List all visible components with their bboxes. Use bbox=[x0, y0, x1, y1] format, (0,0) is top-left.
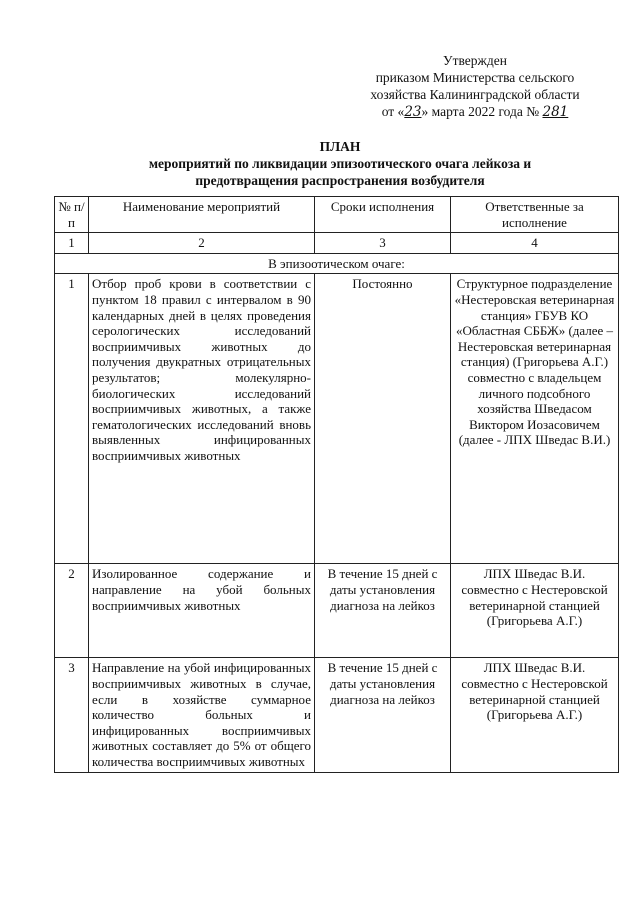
row-number: 3 bbox=[55, 658, 89, 772]
row-responsible: ЛПХ Шведас В.И. совместно с Нестеровской ветеринарной станцией (Григорьева А.Г.) bbox=[451, 658, 619, 772]
table-row bbox=[55, 658, 619, 772]
column-number: 3 bbox=[315, 233, 451, 254]
order-number-handwritten: 281 bbox=[542, 104, 569, 120]
row-action: Направление на убой инфицированных восприимчивых животных в случае, если в хозяйстве суммарное количество больных и инфицированных восприимчивых животных составляет до 5% от общего количества восприимчивых животных bbox=[89, 658, 315, 772]
approval-date-line bbox=[345, 103, 605, 121]
row-responsible: ЛПХ Шведас В.И. совместно с Нестеровской ветеринарной станцией (Григорьева А.Г.) bbox=[451, 564, 619, 658]
title-line-2: мероприятий по ликвидации эпизоотического очага лейкоза и bbox=[148, 156, 532, 171]
approval-line-2: приказом Министерства сельского bbox=[375, 70, 575, 85]
date-suffix: » марта 2022 года № bbox=[421, 104, 540, 119]
row-term: В течение 15 дней с даты установления диагноза на лейкоз bbox=[315, 564, 451, 658]
table-row bbox=[55, 564, 619, 658]
column-number: 4 bbox=[451, 233, 619, 254]
section-heading: В эпизоотическом очаге: bbox=[55, 253, 619, 274]
section-row bbox=[55, 253, 619, 274]
approval-line-3: хозяйства Калининградской области bbox=[370, 87, 580, 102]
header-num: № п/п bbox=[55, 197, 89, 233]
row-number: 1 bbox=[55, 274, 89, 564]
row-action: Изолированное содержание и направление на убой больных восприимчивых животных bbox=[89, 564, 315, 658]
column-number: 1 bbox=[55, 233, 89, 254]
approval-block bbox=[345, 52, 605, 121]
title-line-1: ПЛАН bbox=[319, 139, 361, 154]
header-action: Наименование мероприятий bbox=[89, 197, 315, 233]
row-number: 2 bbox=[55, 564, 89, 658]
header-responsible: Ответственные за исполнение bbox=[451, 197, 619, 233]
date-prefix: от « bbox=[381, 104, 405, 119]
table-row bbox=[55, 274, 619, 564]
row-action: Отбор проб крови в соответствии с пунктом 18 правил с интервалом в 90 календарных дней в целях проведения серологических исследований восприимчивых животных до получения двукратных отрицательных результатов; молекулярно-биологических исследований восприимчивых животных, а также гематологических исследований вновь выявленных инфицированных восприимчивых животных bbox=[89, 274, 315, 564]
row-term: В течение 15 дней с даты установления диагноза на лейкоз bbox=[315, 658, 451, 772]
header-row bbox=[55, 197, 619, 233]
row-term: Постоянно bbox=[315, 274, 451, 564]
document-title bbox=[60, 138, 620, 189]
approval-line-1: Утвержден bbox=[443, 53, 507, 68]
column-number-row bbox=[55, 233, 619, 254]
row-responsible: Структурное подразделение «Нестеровская ветеринарная станция» ГБУВ КО «Областная СББЖ» (далее – Нестеровская ветеринарная станция) (Григорьева А.Г.) совместно с владельцем личного подсобного хозяйства Шведасом Виктором Иозасовичем (далее - ЛПХ Шведас В.И.) bbox=[451, 274, 619, 564]
plan-table bbox=[54, 196, 619, 773]
header-term: Сроки исполнения bbox=[315, 197, 451, 233]
column-number: 2 bbox=[89, 233, 315, 254]
date-day-handwritten: 23 bbox=[404, 104, 422, 120]
title-line-3: предотвращения распространения возбудителя bbox=[195, 173, 485, 188]
